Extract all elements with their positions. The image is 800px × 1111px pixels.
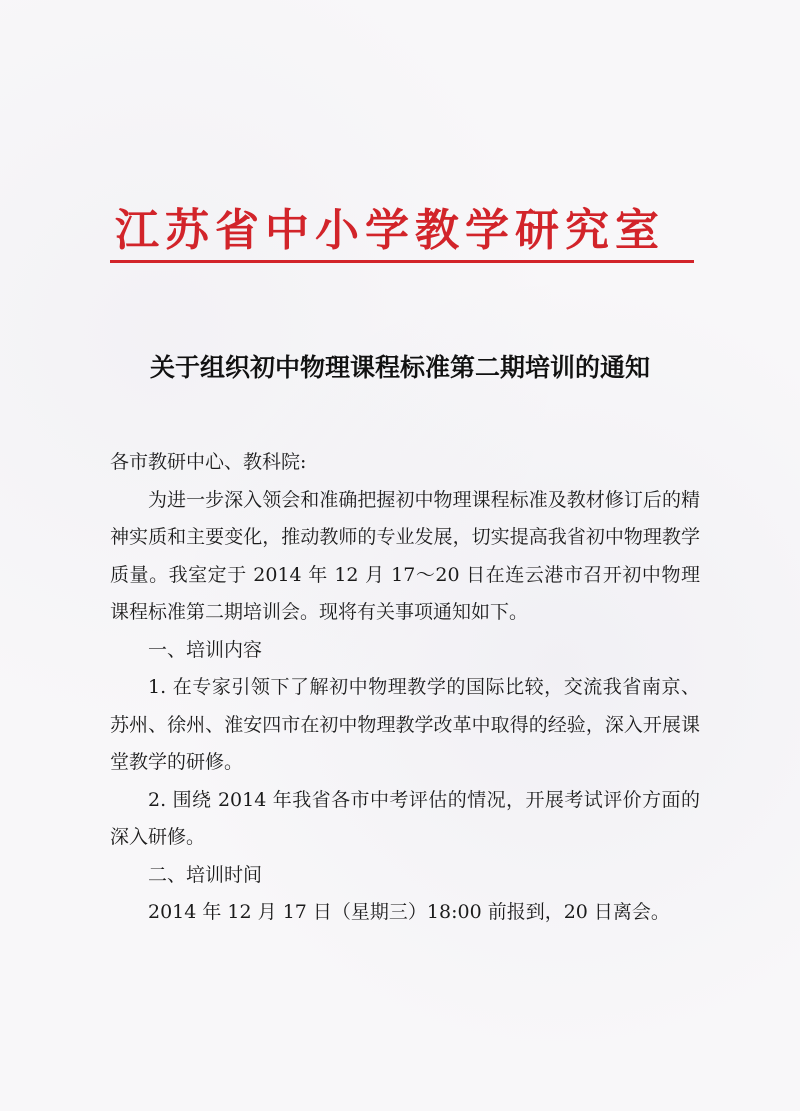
time-detail: 2014 年 12 月 17 日（星期三）18:00 前报到，20 日离会。 xyxy=(148,901,670,923)
intro-paragraph: 为进一步深入领会和准确把握初中物理课程标准及教材修订后的精神实质和主要变化，推动教师的专业发展，切实提高我省初中物理教学质量。我室定于 2014 年 12 月 17～20 日在连云港市召开初中物理课程标准第二期培训会。现将有关事项通知如下。 xyxy=(110,488,700,623)
salutation: 各市教研中心、教科院: xyxy=(110,451,307,473)
content-item-1: 1. 在专家引领下了解初中物理教学的国际比较，交流我省南京、苏州、徐州、淮安四市在初中物理教学改革中取得的经验，深入开展课堂教学的研修。 xyxy=(110,676,700,773)
document-body xyxy=(110,444,700,932)
red-header-rule xyxy=(110,260,694,263)
content-item-2: 2. 围绕 2014 年我省各市中考评估的情况，开展考试评价方面的深入研修。 xyxy=(110,788,700,848)
section-heading-time: 二、培训时间 xyxy=(148,863,263,886)
document-title: 关于组织初中物理课程标准第二期培训的通知 xyxy=(149,353,650,382)
issuer-masthead: 江苏省中小学教学研究室 xyxy=(115,205,665,256)
section-heading-content: 一、培训内容 xyxy=(148,638,263,661)
